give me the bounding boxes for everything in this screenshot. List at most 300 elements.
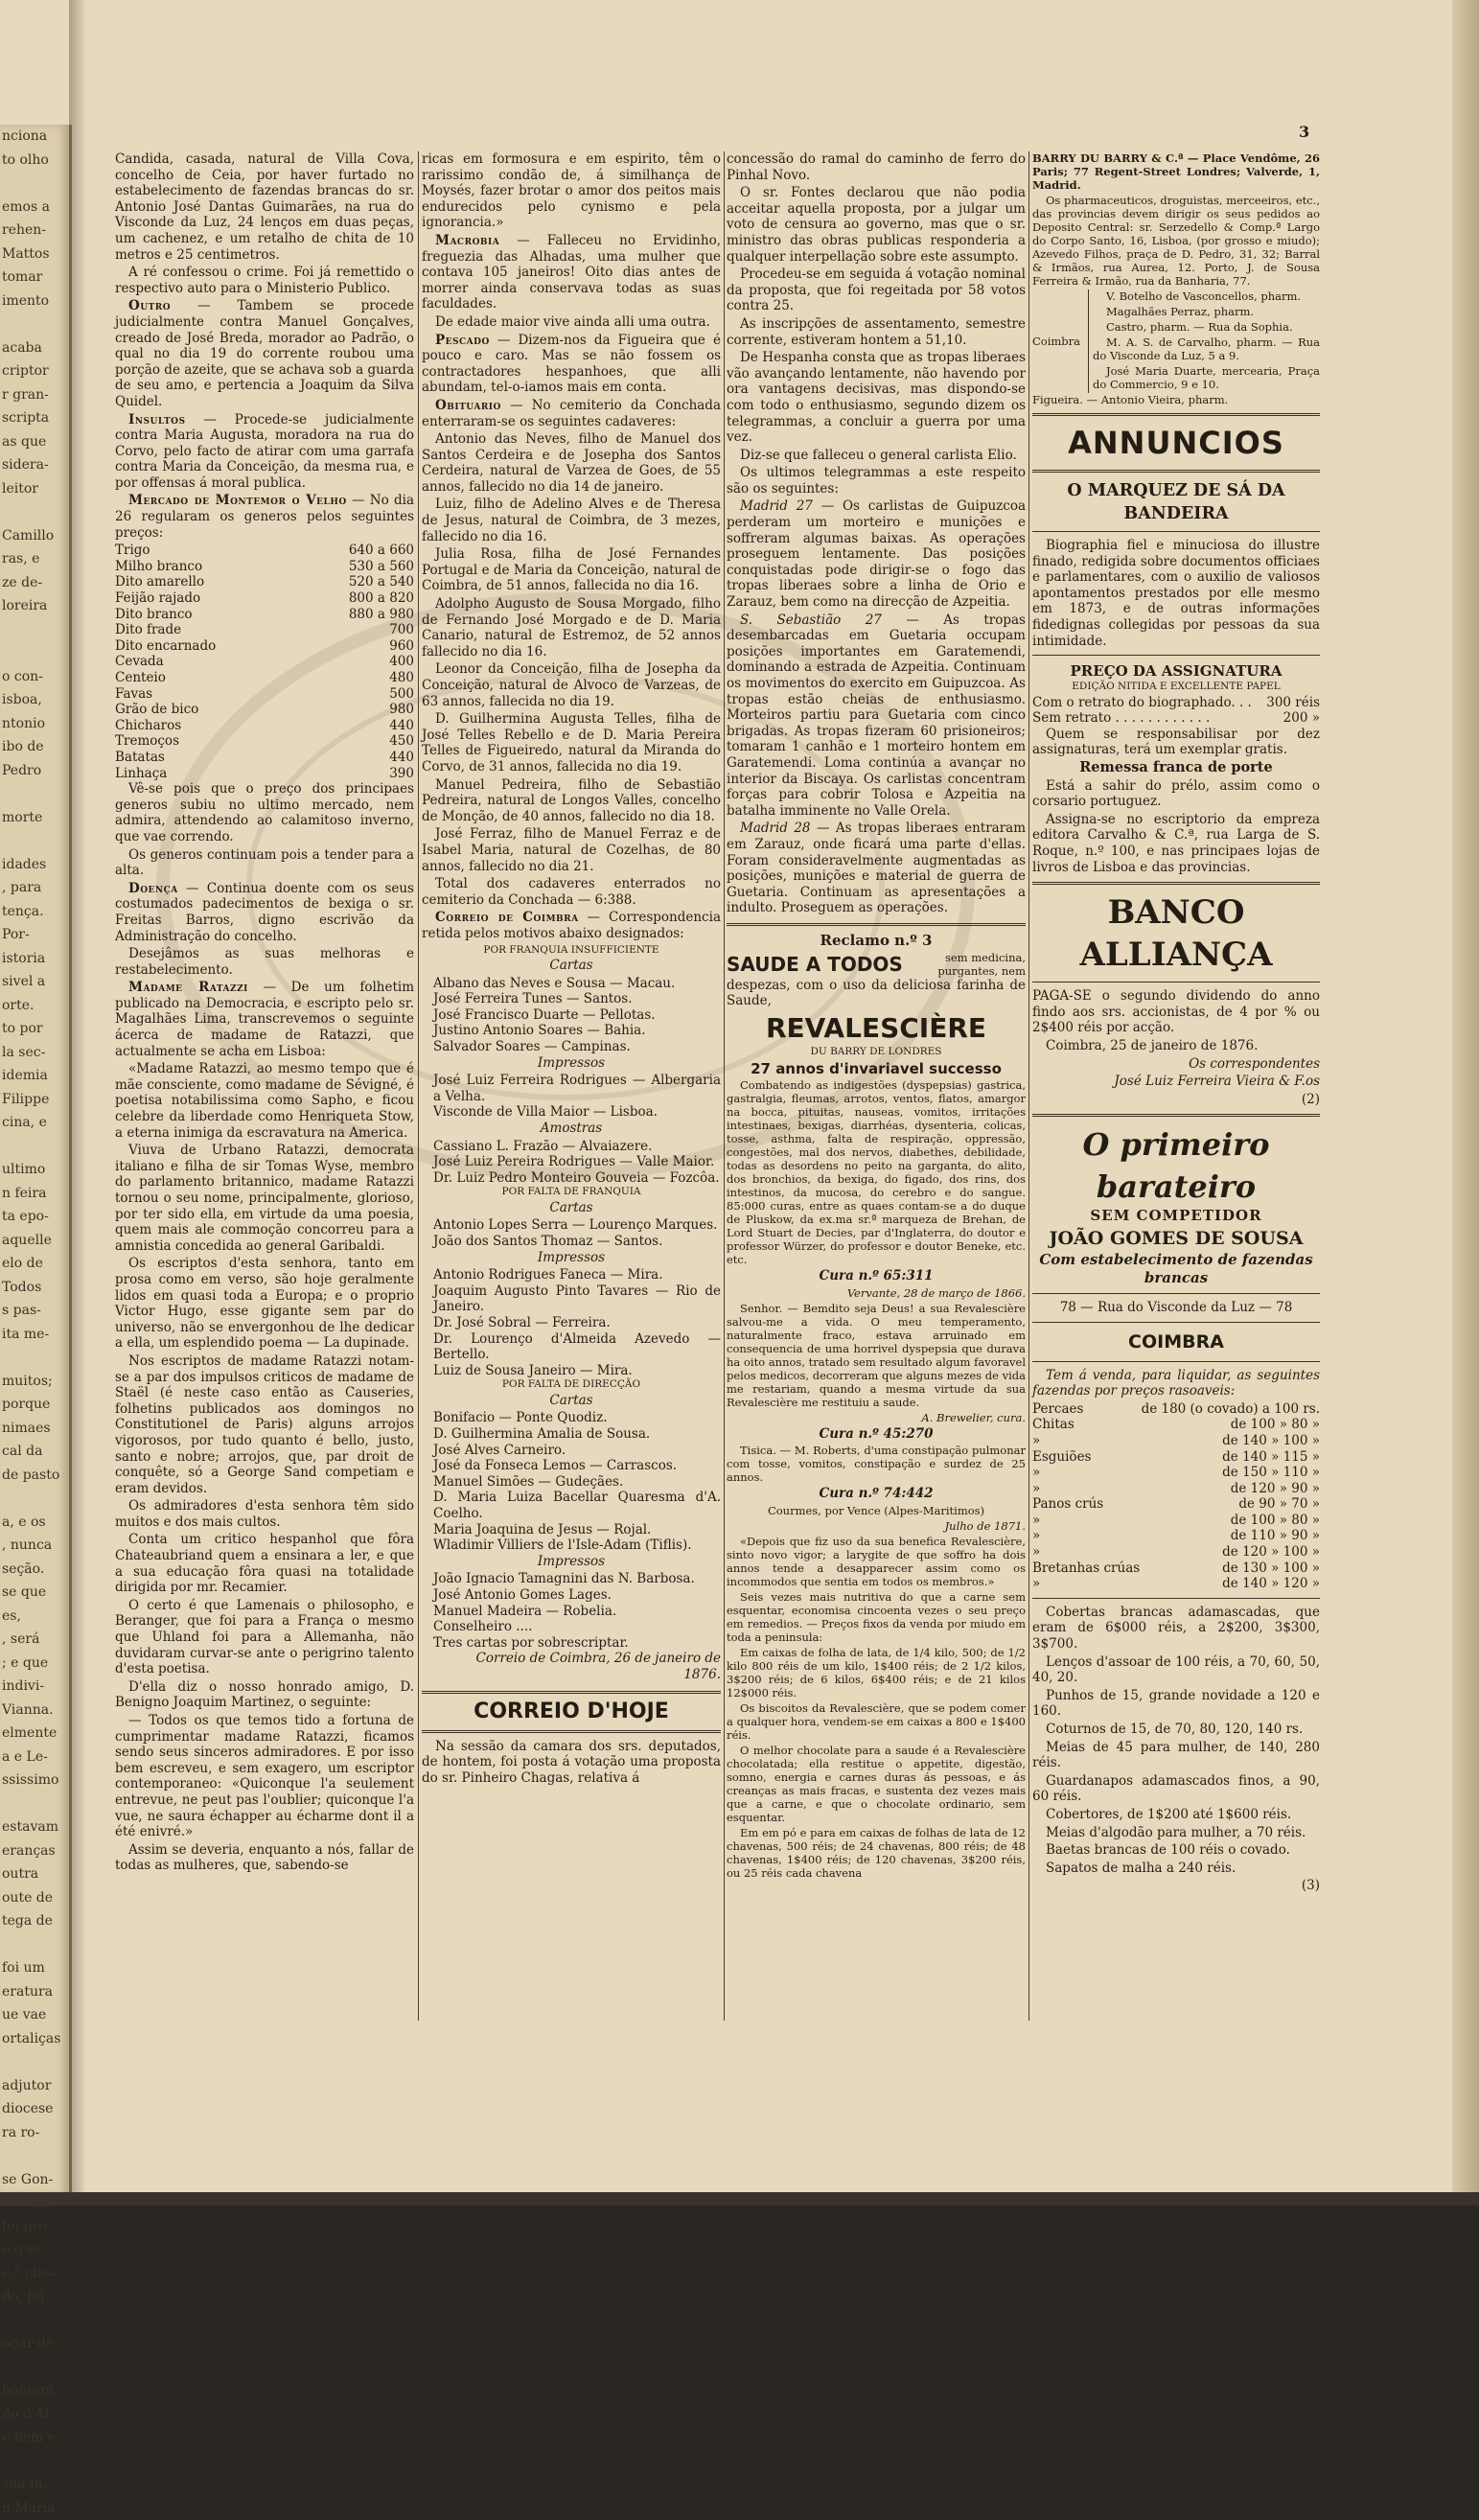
ad-date: Julho de 1871. [727, 1519, 1026, 1533]
ad-reclamo: Reclamo n.º 3 [727, 933, 1026, 949]
facing-page-fragment: o con- [0, 665, 69, 689]
ad-city: COIMBRA [1032, 1329, 1320, 1355]
facing-page-fragment: emos a [0, 196, 69, 220]
facing-page-fragment [0, 312, 69, 336]
divider [727, 923, 1026, 926]
goods-row [1032, 1576, 1320, 1592]
list-item: Manuel Simões — Gudeçães. [422, 1474, 721, 1491]
gutter-shadow [69, 0, 86, 2206]
list-item: Joaquim Augusto Pinto Tavares — Rio de Janeiro. [422, 1283, 721, 1315]
facing-page-fragment: es, [0, 1605, 69, 1629]
paragraph: O sr. Fontes declarou que não podia acceitar aquella proposta, por a julgar um voto de censura ao governo, mas que o sr. ministro das obras publicas responderia a qualquer interpellação sobre este assumpto. [727, 185, 1026, 265]
paragraph: De edade maior vive ainda alli uma outra. [422, 314, 721, 331]
divider [1032, 1322, 1320, 1323]
ad-text: Quem se responsabilisar por dez assignaturas, terá um exemplar gratis. [1032, 727, 1320, 758]
divider [1032, 413, 1320, 416]
commodity-name: Dito frade [115, 622, 296, 638]
paragraph: Os ultimos telegrammas a este respeito são os seguintes: [727, 465, 1026, 497]
goods-row [1032, 1513, 1320, 1529]
ad-text: Lenços d'assoar de 100 réis, a 70, 60, 50, 40, 20. [1032, 1654, 1320, 1686]
commodity-price: 980 [296, 702, 414, 718]
goods-price: de 90 » 70 » [1141, 1496, 1320, 1513]
list-item: Visconde de Villa Maior — Lisboa. [422, 1104, 721, 1121]
mail-list [422, 1267, 721, 1378]
text: — Procede-se judicialmente contra Maria Augusta, moradora na rua do Corvo, pelo facto de atirar com uma garrafa contra Maria da Conceição, da mesma rua, e por offensas á moral publica. [115, 412, 414, 491]
facing-page-fragment: sidera- [0, 453, 69, 477]
news-item [115, 493, 414, 541]
paragraph: Nos escriptos de madame Ratazzi notam-se a par dos impulsos criticos de madame de Staël (é neste caso então as Causeries, folhetins publicados aos domingos no Constitutionel de Paris) alguns arrojos vigorosos, por tudo quanto é bello, justo, santo e nobre; arrojos, que, par droit de conquête, só a George Sand competiam e eram devidos. [115, 1353, 414, 1496]
ad-address: 78 — Rua do Visconde da Luz — 78 [1032, 1300, 1320, 1316]
facing-page-fragment: rehen- [0, 219, 69, 243]
list-item: Antonio Lopes Serra — Lourenço Marques. [422, 1217, 721, 1234]
facing-page-fragment: ; e que [0, 1652, 69, 1676]
price-row [115, 574, 414, 590]
ad-date: Coimbra, 25 de janeiro de 1876. [1032, 1038, 1320, 1054]
ad-text: «Depois que fiz uso da sua benefica Revalescière, sinto novo vigor; a larygite de que soffro ha dois annos tende a desapparecer assim como os incommodos que sentia em todos os membros.» [727, 1535, 1026, 1588]
facing-page-fragment: hontem, [0, 2379, 69, 2403]
goods-price: de 140 » 100 » [1141, 1433, 1320, 1449]
facing-page-fragment: scripta [0, 406, 69, 430]
list-item: Salvador Soares — Campinas. [422, 1039, 721, 1055]
goods-name: Bretanhas crúas [1032, 1561, 1141, 1577]
ad-text: Coturnos de 15, de 70, 80, 120, 140 rs. [1032, 1722, 1320, 1738]
facing-page-fragment: eranças [0, 1839, 69, 1863]
divider [1032, 531, 1320, 532]
ad-brand: REVALESCIÈRE [727, 1011, 1026, 1046]
goods-row [1032, 1401, 1320, 1418]
text: — Os carlistas de Guipuzcoa perderam um morteiro e munições e soffreram algumas baixas. As operações proseguem lentamente. Das posições conquistadas pode dirigir-se o fogo das tropas liberaes sobre a linha de Orio e Zarauz, bem como na direcção de Azpeitia. [727, 498, 1026, 610]
text: — Falleceu no Ervidinho, freguezia das Alhadas, uma mulher que contava 105 janeiros! Oito dias antes de morrer ainda conservava todas as suas faculdades. [422, 233, 721, 312]
list-item: Bonifacio — Ponte Quodiz. [422, 1410, 721, 1426]
section-title: CORREIO D'HOJE [422, 1698, 721, 1726]
paragraph: «Madame Ratazzi, ao mesmo tempo que é mãe consciente, como madame de Sévigné, é poetisa notabilissima como Sapho, e ficou celebre da liberdade como Henriqueta Stow, a eterna inimiga da escravatura na America. [115, 1061, 414, 1141]
ad-number: (3) [1032, 1878, 1320, 1894]
commodity-price: 960 [296, 638, 414, 655]
price-label: Com o retrato do biographado. . . [1032, 695, 1252, 711]
facing-page-fragment: to olho [0, 149, 69, 173]
facing-page-fragment: foi pro- [0, 2215, 69, 2239]
facing-page-fragment: e bem e [0, 2426, 69, 2450]
facing-page-fragment: sua fa- [0, 2473, 69, 2497]
news-item [422, 333, 721, 396]
goods-row [1032, 1481, 1320, 1497]
mail-list [422, 976, 721, 1055]
goods-price: de 100 » 80 » [1141, 1417, 1320, 1433]
ad-subtitle: SEM COMPETIDOR [1032, 1208, 1320, 1224]
commodity-name: Dito amarello [115, 574, 296, 590]
facing-page-fragment: foi um [0, 1956, 69, 1980]
commodity-price: 800 a 820 [296, 590, 414, 607]
facing-page-fragment: elmente [0, 1722, 69, 1746]
rubric: Doença [128, 881, 178, 896]
divider [1032, 655, 1320, 656]
page-number: 3 [1299, 123, 1309, 141]
ad-name: JOÃO GOMES DE SOUSA [1032, 1226, 1320, 1251]
commodity-price: 400 [296, 654, 414, 670]
commodity-name: Favas [115, 686, 296, 703]
facing-page-fragment: a, e os [0, 1511, 69, 1535]
list-item: Wladimir Villiers de l'Isle-Adam (Tiflis). [422, 1537, 721, 1554]
ad-headline: SAUDE A TODOS [727, 952, 903, 977]
section-heading: POR FALTA DE DIRECÇÃO [422, 1378, 721, 1391]
facing-page-fragment: oute de [0, 1886, 69, 1910]
telegram [727, 613, 1026, 820]
commodity-price: 700 [296, 622, 414, 638]
facing-page-fragment [0, 1346, 69, 1370]
paragraph: D'ella diz o nosso honrado amigo, D. Benigno Joaquim Martinez, o seguinte: [115, 1679, 414, 1711]
ad-subtitle: PREÇO DA ASSIGNATURA [1032, 661, 1320, 681]
goods-row [1032, 1496, 1320, 1513]
goods-name: » [1032, 1528, 1141, 1544]
price-row [115, 654, 414, 670]
goods-name: » [1032, 1544, 1141, 1561]
price-row [115, 750, 414, 766]
facing-page-fragment: tença. [0, 900, 69, 924]
mail-list [422, 1217, 721, 1249]
ad-subtitle: Remessa franca de porte [1032, 760, 1320, 776]
commodity-name: Grão de bico [115, 702, 296, 718]
paragraph: Os admiradores d'esta senhora têm sido muitos e dos mais cultos. [115, 1498, 414, 1530]
rubric: Madame Ratazzi [128, 980, 248, 995]
goods-name: Panos crús [1032, 1496, 1141, 1513]
facing-page-fragment: seção. [0, 1558, 69, 1582]
commodity-name: Batatas [115, 750, 296, 766]
facing-page-fragment [0, 2450, 69, 2474]
text: — As tropas liberaes entraram em Zarauz, onde ficará uma parte d'ellas. Foram consideravelmente augmentadas as posições, munições e material de guerra de Guetaria. Continuam as apresentações a indulto. Proseguem as operações. [727, 821, 1026, 915]
ad-text: O melhor chocolate para a saude é a Revalescière chocolatada; ella restitue o appetite, digestão, somno, energia e carnes duras ás pessoas, e ás creanças as mais fracas, e sustenta dez vezes mais que a carne, e que o chocolate ordinario, sem esquentar. [727, 1744, 1026, 1824]
price-row [115, 733, 414, 750]
ad-number: (2) [1032, 1092, 1320, 1108]
annuncios-heading: ANNUNCIOS [1032, 423, 1320, 463]
ad-headline-row [727, 951, 1026, 978]
obituary-entry: D. Guilhermina Augusta Telles, filha de José Telles Rebello e de D. Maria Pereira Telles de Figueiredo, natural da Miranda do Corvo, de 31 annos, fallecida no dia 19. [422, 711, 721, 774]
facing-page-fragment: a e Le- [0, 1746, 69, 1769]
facing-page-fragment: ra ro- [0, 2121, 69, 2145]
commodity-price: 520 a 540 [296, 574, 414, 590]
goods-row [1032, 1544, 1320, 1561]
text: — As tropas desembarcadas em Guetaria occupam posições importantes em Garatemendi, dominando a estrada de Azpeitia. Continuam os movimentos do exercito em Guipuzcoa. As tropas estão cheias de enthusiasmo. Morteiros partiu para Guetaria com cinco brigadas. As tropas fizeram 60 prisioneiros; tomaram 1 canhão e 1 morteiro hontem em Garatemendi. Loma continúa a avançar no interior da Biscaya. Os carlistas concentram forças para cobrir Tolosa e Azpeitia na batalha imminente no Valle Orela. [727, 613, 1026, 819]
dateline: Madrid 27 [740, 498, 813, 514]
list-item: José da Fonseca Lemos — Carrascos. [422, 1458, 721, 1474]
divider [1032, 470, 1320, 473]
list-item: José Luiz Ferreira Rodrigues — Albergaria a Velha. [422, 1073, 721, 1104]
paragraph: As inscripções de assentamento, semestre corrente, estiveram hontem a 51,10. [727, 316, 1026, 348]
obituary-entry: Antonio das Neves, filho de Manuel dos Santos Cerdeira e de Josepha dos Santos Cerdeira, natural de Varzea de Goes, de 55 annos, fallecido no dia 14 de janeiro. [422, 431, 721, 495]
goods-price: de 130 » 100 » [1141, 1561, 1320, 1577]
goods-name: » [1032, 1576, 1141, 1592]
obituary-entry: José Ferraz, filho de Manuel Ferraz e de Isabel Maria, natural de Cozelhas, de 80 annos, fallecido no dia 21. [422, 826, 721, 874]
goods-name: Chitas [1032, 1417, 1141, 1433]
list-item: José Ferreira Tunes — Santos. [422, 991, 721, 1007]
facing-page-fragment [0, 782, 69, 806]
ad-title: BANCO ALLIANÇA [1032, 891, 1320, 976]
ad-subbrand: DU BARRY DE LONDRES [727, 1046, 1026, 1058]
goods-row [1032, 1465, 1320, 1481]
facing-page-fragment: istoria [0, 947, 69, 971]
paragraph: Procedeu-se em seguida á votação nominal da proposta, que foi regeitada por 58 votos contra 25. [727, 266, 1026, 314]
subheading: Cartas [422, 958, 721, 974]
ad-text: BARRY DU BARRY & C.ª — Place Vendôme, 26 Paris; 77 Regent-Street Londres; Valverde, 1, Madrid. [1032, 151, 1320, 192]
facing-page-fragment: elo de [0, 1252, 69, 1276]
divider [1032, 882, 1320, 885]
facing-page-edge [0, 125, 72, 2195]
facing-page-fragment [0, 2356, 69, 2380]
facing-page-fragment: acaba [0, 336, 69, 360]
list-item: João Ignacio Tamagnini das N. Barbosa. [422, 1571, 721, 1587]
facing-page-fragment: , será [0, 1628, 69, 1652]
facing-page-fragment [0, 1135, 69, 1159]
text: — Dizem-nos da Figueira que é pouco e caro. Mas se não fossem os contractadores hespanhoes, que alli abundam, tel-o-iamos mais em conta. [422, 333, 721, 396]
list-item: José Francisco Duarte — Pellotas. [422, 1007, 721, 1024]
commodity-name: Trigo [115, 543, 296, 559]
price-row [115, 702, 414, 718]
rubric: Outro [128, 298, 171, 313]
commodity-price: 440 [296, 718, 414, 734]
commodity-price: 450 [296, 733, 414, 750]
obituary-entry: Manuel Pedreira, filho de Sebastião Pedreira, natural de Longos Valles, concelho de Monção, de 40 annos, fallecido no dia 18. [422, 777, 721, 825]
ad-text: Seis vezes mais nutritiva do que a carne sem esquentar, economisa cincoenta vezes o seu preço em remedios. — Preços fixos da venda por miudo em toda a peninsula: [727, 1590, 1026, 1644]
ad-text: Meias d'algodão para mulher, a 70 réis. [1032, 1825, 1320, 1841]
facing-page-fragment: n feira [0, 1182, 69, 1206]
paragraph: Os escriptos d'esta senhora, tanto em prosa como em verso, são hoje geralmente lidos em quasi toda a Europa; e o proprio Victor Hugo, esse gigante sem par do universo, não se envergonhou de lhe dedicar a ella, um esplendido poema — La dupinade. [115, 1256, 414, 1352]
facing-page-fragment: sivel a [0, 970, 69, 994]
ad-text: Tisica. — M. Roberts, d'uma constipação pulmonar com tosse, vomitos, constipação e surdez de 25 annos. [727, 1444, 1026, 1484]
price-value: 200 » [1283, 710, 1320, 727]
facing-page-fragment [0, 1487, 69, 1511]
ad-note: EDIÇÃO NITIDA E EXCELLENTE PAPEL [1032, 681, 1320, 693]
bottom-border [0, 2192, 1479, 2206]
facing-page-fragment: Todos [0, 1276, 69, 1300]
paragraph: A ré confessou o crime. Foi já remettido o respectivo auto para o Ministerio Publico. [115, 265, 414, 296]
list-item: Dr. Lourenço d'Almeida Azevedo — Bertello. [422, 1331, 721, 1363]
facing-page-fragment: do d'Al- [0, 2403, 69, 2427]
agents-list [1088, 289, 1320, 393]
facing-page-fragment: e o se- [0, 2238, 69, 2262]
facing-page-fragment: morte [0, 806, 69, 830]
price-row [115, 766, 414, 782]
paragraph: Assim se deveria, enquanto a nós, fallar de todas as mulheres, que, sabendo-se [115, 1842, 414, 1874]
commodity-name: Dito branco [115, 607, 296, 623]
facing-page-fragment [0, 1933, 69, 1957]
list-item: Magalhães Perraz, pharm. [1093, 305, 1320, 318]
ad-text: Biographia fiel e minuciosa do illustre finado, redigida sobre documentos officiaes e parlamentares, com o auxilio de valiosos apontamentos prestados por elle mesmo em 1873, e de outras informações fidedignas collegidas por pessoas da sua intimidade. [1032, 538, 1320, 649]
goods-price: de 180 (o covado) a 100 rs. [1141, 1401, 1320, 1418]
price-row [115, 718, 414, 734]
facing-page-fragment [0, 1792, 69, 1816]
commodity-price: 440 [296, 750, 414, 766]
paragraph: De Hespanha consta que as tropas liberaes vão avançando lentamente, não havendo por ora vantagens decisivas, mas dispondo-se com todo o enthusiasmo, segundo dizem os telegrammas, a concluir a guerra por uma vez. [727, 350, 1026, 446]
subheading: Impressos [422, 1554, 721, 1570]
facing-page-fragment [0, 641, 69, 665]
facing-page-fragment: ta epo- [0, 1205, 69, 1229]
news-item [422, 910, 721, 941]
ad-text: Em caixas de folha de lata, de 1/4 kilo, 500; de 1/2 kilo 800 réis de um kilo, 1$400 réis; de 2 1/2 kilos, 3$200 réis; de 6 kilos, 6$400 réis; e de 21 kilos 12$000 réis. [727, 1646, 1026, 1699]
facing-page-fragment: orte. [0, 994, 69, 1018]
column-rule [418, 151, 419, 2021]
paragraph: Na sessão da camara dos srs. deputados, de hontem, foi posta á votação uma proposta do sr. Pinheiro Chagas, relativa á [422, 1739, 721, 1787]
commodity-name: Cevada [115, 654, 296, 670]
list-item: V. Botelho de Vasconcellos, pharm. [1093, 289, 1320, 303]
facing-page-fragment: idades [0, 853, 69, 877]
goods-price: de 110 » 90 » [1141, 1528, 1320, 1544]
ad-subtitle: Com estabelecimento de fazendas brancas [1032, 1251, 1320, 1287]
list-item: José Alves Carneiro. [422, 1443, 721, 1459]
section-heading: POR FALTA DE FRANQUIA [422, 1186, 721, 1198]
rubric: Obituario [435, 398, 501, 413]
facing-page-fragment: imento [0, 289, 69, 313]
dateline: Madrid 28 [740, 821, 811, 836]
goods-row [1032, 1433, 1320, 1449]
facing-page-fragment: la sec- [0, 1041, 69, 1065]
list-item: José Luiz Pereira Rodrigues — Valle Maior. [422, 1154, 721, 1170]
facing-page-fragment [0, 2309, 69, 2333]
ad-text: Sapatos de malha a 240 réis. [1032, 1861, 1320, 1877]
price-row [1032, 695, 1320, 711]
ad-text: Cobertas brancas adamascadas, que eram de 6$000 réis, a 2$200, 3$300, 3$700. [1032, 1605, 1320, 1653]
obituary-entry: Adolpho Augusto de Sousa Morgado, filho de Fernando José Morgado e de D. Maria Canario, natural de Estremoz, de 52 annos fallecido no dia 16. [422, 596, 721, 659]
list-item: Luiz de Sousa Janeiro — Mira. [422, 1363, 721, 1379]
paragraph: Total dos cadaveres enterrados no cemiterio da Conchada — 6:388. [422, 876, 721, 908]
facing-page-fragment: cal da [0, 1440, 69, 1464]
facing-page-fragment: isboa, [0, 688, 69, 712]
ad-cure-title: Cura n.º 65:311 [727, 1268, 1026, 1284]
column-1 [115, 151, 414, 2021]
ad-text: Guardanapos adamascados finos, a 90, 60 réis. [1032, 1773, 1320, 1805]
mail-list [422, 1139, 721, 1187]
commodity-price: 530 a 560 [296, 559, 414, 575]
ad-text: PAGA-SE o segundo dividendo do anno findo aos srs. accionistas, de 4 por % ou 2$400 réis por acção. [1032, 988, 1320, 1036]
facing-page-fragment: ue vae [0, 2003, 69, 2027]
list-item: José Antonio Gomes Lages. [422, 1587, 721, 1604]
ad-text: Cobertores, de 1$200 até 1$600 réis. [1032, 1807, 1320, 1823]
commodity-price: 640 a 660 [296, 543, 414, 559]
news-item [115, 298, 414, 409]
facing-page-fragment [0, 500, 69, 524]
price-table [115, 543, 414, 781]
ad-date: Vervante, 28 de março de 1866. [727, 1286, 1026, 1300]
price-row [115, 686, 414, 703]
commodity-price: 390 [296, 766, 414, 782]
goods-name: » [1032, 1465, 1141, 1481]
commodity-name: Chicharos [115, 718, 296, 734]
facing-page-fragment: do, foi [0, 2285, 69, 2309]
ad-text: Punhos de 15, grande novidade a 120 e 160. [1032, 1688, 1320, 1720]
list-item: Conselheiro .... [422, 1619, 721, 1635]
paragraph: Desejâmos as suas melhoras e restabelecimento. [115, 946, 414, 978]
ad-place: Courmes, por Vence (Alpes-Maritimos) [727, 1504, 1026, 1517]
facing-page-fragment: nimaes [0, 1417, 69, 1441]
section-masthead [422, 1691, 721, 1733]
price-row [115, 622, 414, 638]
facing-page-fragment: e.º clas- [0, 2262, 69, 2286]
facing-page-fragment: , nunca [0, 1534, 69, 1558]
obituary-entry: Julia Rosa, filha de José Fernandes Portugal e de Maria da Conceição, natural de Coimbra, de 51 annos, fallecida no dia 16. [422, 546, 721, 594]
text: — Continua doente com os seus costumados padecimentos de bexiga o sr. Freitas Barros, digno escrivão da Administração do concelho. [115, 881, 414, 944]
facing-page-fragment: tomar [0, 266, 69, 289]
telegram [727, 821, 1026, 916]
paragraph: O certo é que Lamenais o philosopho, e Beranger, que foi para a França o mesmo que Uhland foi para a Allemanha, não duvidaram curvar-se ante o perigrino talento d'esta poetisa. [115, 1598, 414, 1677]
price-row [115, 590, 414, 607]
ad-cure-title: Cura n.º 74:442 [727, 1486, 1026, 1502]
facing-page-fragment [0, 829, 69, 853]
list-item: D. Guilhermina Amalia de Sousa. [422, 1426, 721, 1443]
facing-page-fragment: ras, e [0, 547, 69, 571]
ad-signature: A. Brewelier, cura. [727, 1411, 1026, 1424]
commodity-price: 500 [296, 686, 414, 703]
list-item: Albano das Neves e Sousa — Macau. [422, 976, 721, 992]
facing-page-fragment: ibo de [0, 735, 69, 759]
ad-signature: José Luiz Ferreira Vieira & F.os [1032, 1074, 1320, 1090]
dateline: Correio de Coimbra, 26 de janeiro de 1876. [422, 1651, 721, 1682]
obituary-entry: Luiz, filho de Adelino Alves e de Theresa de Jesus, natural de Coimbra, de 3 mezes, fallecido no dia 16. [422, 497, 721, 544]
facing-page-fragment: Filippe [0, 1088, 69, 1112]
paragraph: ricas em formosura e em espirito, têm o rarissimo condão de, á similhança de Moysés, fazer brotar o amor dos peitos mais endurecidos pelo cynismo e pela ignorancia.» [422, 151, 721, 231]
ad-text: Meias de 45 para mulher, de 140, 280 réis. [1032, 1740, 1320, 1771]
facing-page-fragment: ita me- [0, 1323, 69, 1347]
news-item [115, 980, 414, 1059]
facing-page-fragment: se que [0, 1581, 69, 1605]
column-rule [1028, 151, 1029, 2021]
facing-page-fragment: Mattos [0, 243, 69, 266]
facing-page-fragment: aquelle [0, 1229, 69, 1253]
ad-text: Assigna-se no escriptorio da empreza editora Carvalho & C.ª, rua Larga de S. Roque, n.º 100, e nas principaes lojas de livros de Lisboa e das provincias. [1032, 812, 1320, 875]
price-row [115, 607, 414, 623]
rubric: Correio de Coimbra [435, 910, 579, 925]
facing-page-fragment: diocese [0, 2097, 69, 2121]
paragraph: Conta um critico hespanhol que fôra Chateaubriand quem a ensinara a ler, e que a sua educação fôra quasi na totalidade dirigida por mr. Recamier. [115, 1532, 414, 1595]
facing-page-fragment: ultimo [0, 1158, 69, 1182]
dateline: S. Sebastião 27 [740, 613, 882, 628]
price-row [115, 638, 414, 655]
subheading: Cartas [422, 1393, 721, 1409]
goods-price: de 140 » 120 » [1141, 1576, 1320, 1592]
facing-page-fragment: eratura [0, 1980, 69, 2004]
section-heading: POR FRANQUIA INSUFFICIENTE [422, 944, 721, 957]
telegram [727, 498, 1026, 610]
goods-name: » [1032, 1433, 1141, 1449]
news-item [422, 398, 721, 429]
commodity-price: 480 [296, 670, 414, 686]
price-row [1032, 710, 1320, 727]
goods-price: de 150 » 110 » [1141, 1465, 1320, 1481]
ad-title: O MARQUEZ DE SÁ DA BANDEIRA [1032, 479, 1320, 525]
facing-page-fragment [0, 172, 69, 196]
divider [1032, 1361, 1320, 1362]
facing-page-fragment: loreira [0, 594, 69, 618]
agents-block [1032, 289, 1320, 393]
list-item: Maria Joaquina de Jesus — Rojal. [422, 1522, 721, 1538]
column-2 [422, 151, 721, 2021]
facing-page-fragment: criptor [0, 359, 69, 383]
facing-page-fragment: ortaliças [0, 2027, 69, 2051]
paragraph: concessão do ramal do caminho de ferro do Pinhal Novo. [727, 151, 1026, 183]
paragraph: Os generos continuam pois a tender para a alta. [115, 847, 414, 879]
list-item: Cassiano L. Frazão — Alvaiazere. [422, 1139, 721, 1155]
facing-page-fragment: Vianna. [0, 1699, 69, 1722]
goods-row [1032, 1528, 1320, 1544]
facing-page-fragment: to por [0, 1017, 69, 1041]
facing-page-fragment: ssissimo [0, 1769, 69, 1792]
list-item: Dr. José Sobral — Ferreira. [422, 1315, 721, 1331]
facing-page-fragment: n Maria [0, 2497, 69, 2520]
divider [1032, 1598, 1320, 1599]
goods-name: » [1032, 1513, 1141, 1529]
text: — No cemiterio da Conchada enterraram-se os seguintes cadaveres: [422, 398, 721, 429]
facing-page-fragment: Pedro [0, 759, 69, 783]
paragraph: — Todos os que temos tido a fortuna de cumprimentar madame Ratazzi, ficamos sendo seus sinceros admiradores. E por isso bem escreveu, e sem exagero, um escriptor contemporaneo: «Quiconque l'a seulement entrevue, ne peut pas l'oublier; quiconque l'a vue, ne saura échapper au écharme dont il a été enivré.» [115, 1713, 414, 1840]
goods-price: de 100 » 80 » [1141, 1513, 1320, 1529]
commodity-price: 880 a 980 [296, 607, 414, 623]
